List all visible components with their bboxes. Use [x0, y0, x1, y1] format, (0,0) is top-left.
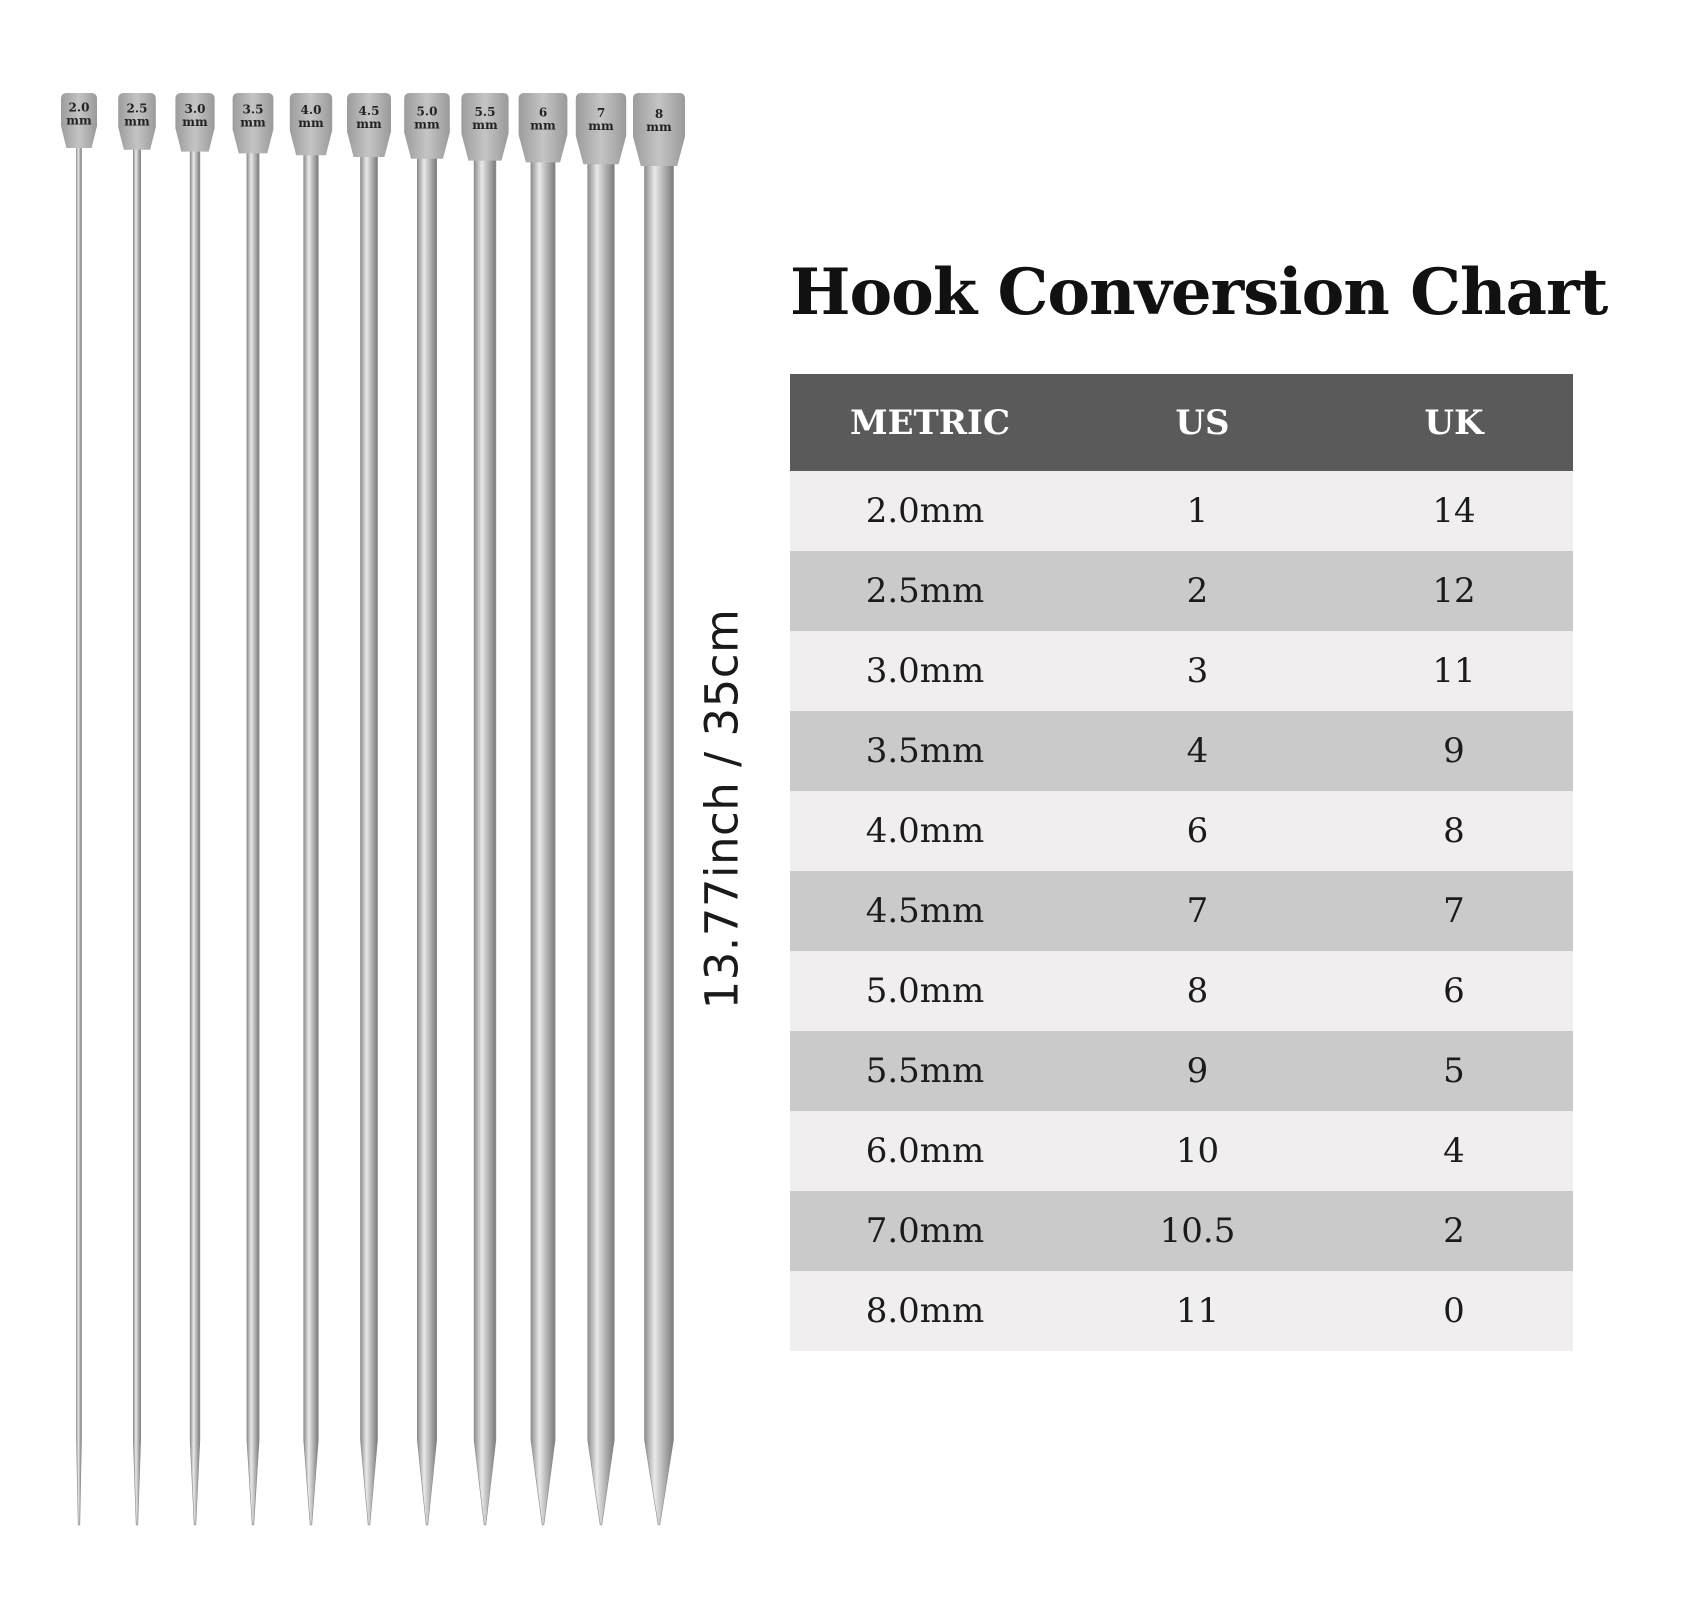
cell-us: 10: [1175, 1131, 1220, 1171]
cell-metric: 6.0mm: [865, 1131, 985, 1171]
cell-metric: 5.0mm: [865, 971, 985, 1011]
cell-uk: 6: [1443, 971, 1465, 1011]
cell-us: 4: [1186, 731, 1209, 771]
cell-us: 9: [1186, 1051, 1209, 1091]
knitting-needle: [404, 93, 450, 1525]
cell-us: 8: [1186, 971, 1209, 1011]
knitting-needle: [347, 93, 391, 1525]
needle-shaft: [361, 153, 378, 1525]
needle-shaft: [190, 148, 200, 1525]
knitting-needle: [175, 93, 214, 1525]
cell-us: 1: [1186, 491, 1209, 531]
needle-unit-label: mm: [66, 113, 92, 128]
table-row: [790, 471, 1573, 551]
needle-unit-label: mm: [124, 114, 150, 129]
needle-unit-label: mm: [182, 114, 208, 129]
needle-shaft: [531, 158, 555, 1525]
cell-metric: 2.0mm: [865, 491, 985, 531]
cell-uk: 5: [1443, 1051, 1465, 1091]
needle-size-label: 5.0: [416, 104, 438, 119]
needle-shaft: [77, 144, 82, 1525]
needle-shaft: [417, 155, 436, 1525]
table-row: [790, 551, 1573, 631]
table-row: [790, 871, 1573, 951]
cell-uk: 12: [1432, 571, 1476, 611]
table-row: [790, 1271, 1573, 1351]
knitting-needle: [633, 93, 685, 1525]
table-row: [790, 1191, 1573, 1271]
needle-size-label: 5.5: [474, 104, 496, 119]
header-metric: METRIC: [849, 402, 1011, 443]
cell-metric: 4.0mm: [865, 811, 985, 851]
needle-unit-label: mm: [646, 119, 672, 134]
length-dimension-label: 13.77inch / 35cm: [695, 608, 749, 1010]
needle-shaft: [588, 160, 615, 1525]
knitting-needle: [233, 93, 274, 1525]
table-header: [790, 374, 1573, 471]
cell-uk: 9: [1443, 731, 1465, 771]
cell-us: 10.5: [1159, 1211, 1236, 1251]
cell-metric: 7.0mm: [865, 1211, 985, 1251]
needle-size-label: 8: [654, 106, 664, 121]
needle-size-label: 3.5: [242, 102, 264, 117]
needle-size-label: 4.5: [358, 103, 380, 118]
needle-size-label: 6: [538, 105, 548, 120]
table-row: [790, 711, 1573, 791]
cell-uk: 0: [1443, 1291, 1465, 1331]
needle-size-label: 4.0: [300, 103, 322, 118]
cell-uk: 8: [1443, 811, 1465, 851]
knitting-needle: [290, 93, 332, 1525]
header-uk: UK: [1424, 402, 1484, 443]
needle-size-label: 7: [596, 106, 606, 121]
needle-size-label: 3.0: [184, 101, 206, 116]
knitting-needle: [576, 93, 626, 1525]
cell-uk: 7: [1443, 891, 1465, 931]
needle-shaft: [645, 162, 674, 1525]
needle-shaft: [474, 157, 496, 1525]
cell-us: 6: [1186, 811, 1209, 851]
needles-illustration: [0, 0, 700, 1600]
needle-unit-label: mm: [298, 116, 324, 131]
needle-shaft: [133, 146, 140, 1525]
conversion-table: [790, 374, 1573, 1351]
cell-us: 7: [1186, 891, 1209, 931]
table-row: [790, 1031, 1573, 1111]
needle-shaft: [304, 151, 319, 1525]
cell-uk: 4: [1443, 1131, 1465, 1171]
knitting-needle: [118, 93, 156, 1525]
cell-metric: 8.0mm: [865, 1291, 985, 1331]
needle-unit-label: mm: [414, 117, 440, 132]
needle-unit-label: mm: [472, 117, 498, 132]
knitting-needle: [461, 93, 508, 1525]
knitting-needle: [519, 93, 568, 1525]
needle-shaft: [247, 149, 259, 1525]
knitting-needle: [61, 93, 97, 1525]
header-us: US: [1175, 402, 1230, 443]
needle-unit-label: mm: [356, 116, 382, 131]
needle-size-label: 2.0: [68, 100, 90, 115]
table-row: [790, 951, 1573, 1031]
cell-metric: 3.0mm: [865, 651, 985, 691]
cell-uk: 14: [1432, 491, 1476, 531]
cell-metric: 2.5mm: [865, 571, 985, 611]
cell-metric: 5.5mm: [865, 1051, 985, 1091]
needle-unit-label: mm: [530, 118, 556, 133]
table-row: [790, 791, 1573, 871]
needle-unit-label: mm: [588, 119, 614, 134]
cell-us: 2: [1186, 571, 1209, 611]
cell-uk: 11: [1432, 651, 1476, 691]
needle-unit-label: mm: [240, 115, 266, 130]
cell-us: 11: [1175, 1291, 1220, 1331]
chart-title: Hook Conversion Chart: [790, 255, 1608, 330]
table-row: [790, 631, 1573, 711]
table-row: [790, 1111, 1573, 1191]
cell-us: 3: [1186, 651, 1209, 691]
cell-metric: 3.5mm: [865, 731, 985, 771]
cell-metric: 4.5mm: [865, 891, 985, 931]
needle-size-label: 2.5: [126, 101, 148, 116]
cell-uk: 2: [1443, 1211, 1465, 1251]
